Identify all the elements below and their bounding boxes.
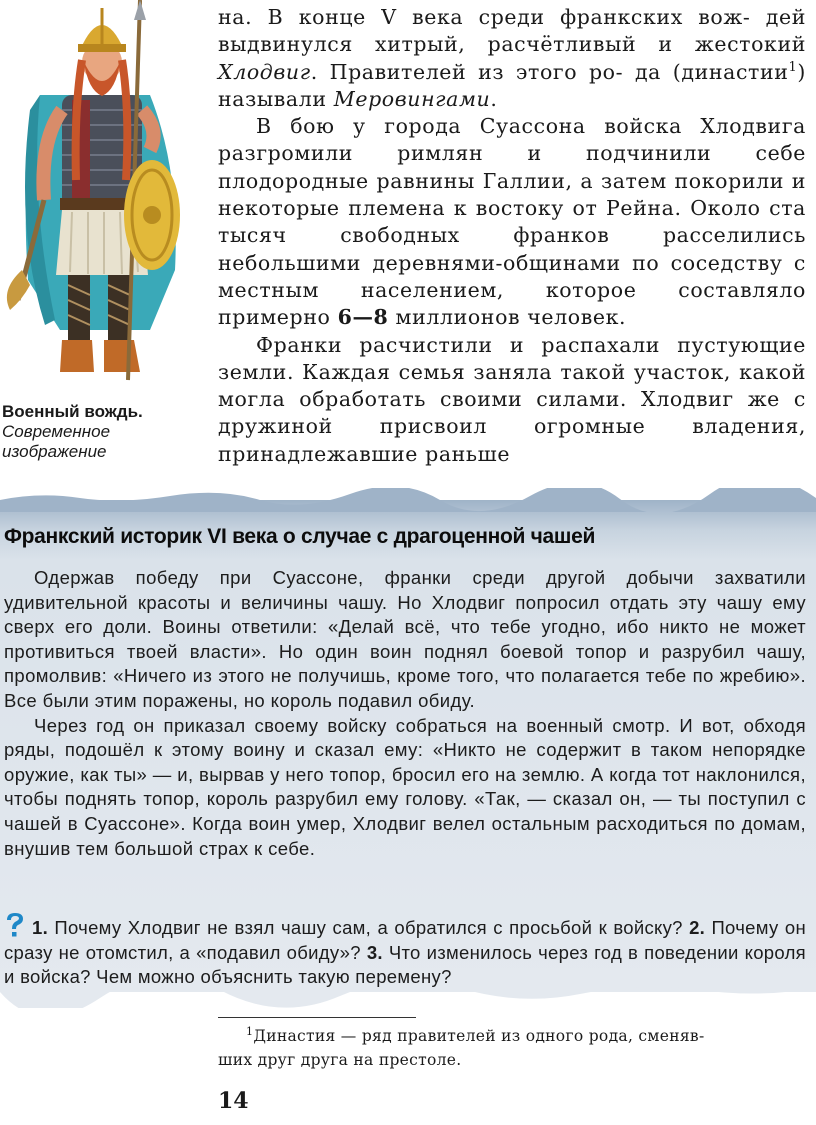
questions-block: 1. Почему Хлодвиг не взял чашу сам, а обратился с просьбой к войску? 2. Почему он сразу не отомстил, а «подавил обиду»? 3. Что изменилось через год в поведении короля и войска? Чем можно объяснить такую перемену? [4, 912, 806, 990]
term-merovingians: Меровингами [333, 86, 491, 111]
question-3: Что изменилось через год в поведении короля и войска? Чем можно объяснить такую перемену? [4, 941, 806, 988]
question-1: Почему Хлодвиг не взял чашу сам, а обратился с просьбой к войску? [54, 917, 683, 938]
source-text [4, 566, 806, 861]
main-paragraph-1: на. В конце V века среди франкских вож- дей выдвинулся хитрый, расчётливый и жестокий Хлодвиг. Правителей из этого ро- да (династии$^1$) называли Меровингами. [218, 5, 807, 111]
name-clovis: Хлодвиг [218, 59, 311, 84]
page-number: 14 [218, 1088, 249, 1114]
source-paragraph-2: Через год он приказал своему войску собраться на военный смотр. И вот, обходя ряды, подошёл к этому воину и сказал ему: «Никто не содержит в таком непорядке оружие, как ты» — и, вырвав у него топор, бросил его на землю. А когда тот наклонился, чтобы поднять топор, король разрубил ему голову. «Так, — сказал он, — ты поступил с чашей в Суассоне». Когда воин умер, Хлодвиг велел остальным расходиться по домам, внушив тем большой страх к себе. [4, 714, 806, 859]
caption-title: Военный вождь. [2, 402, 143, 421]
footnote-line-2: ших друг друга на престоле. [218, 1051, 462, 1069]
footnote: $^1$Династия — ряд правителей из одного рода, сменяв- ших друг друга на престоле. [246, 1024, 806, 1072]
source-paragraph-1: Одержав победу при Суассоне, франки среди другой добычи захватили удивительной красоты и величины чашу. Но Хлодвиг попросил отдать эту чашу ему сверх его доли. Воины ответили: «Делай всё, что тебе угодно, ибо никто не может противиться твоей власти». Но один воин поднял боевой топор и разрубил чашу, промолвив: «Ничего из этого не получишь, кроме того, что полагается тебе по жребию». Все были этим поражены, но король подавил обиду. [4, 567, 806, 711]
caption-subtitle-line2: изображение [2, 442, 107, 461]
main-paragraph-2: В бою у города Суассона войска Хлодвига разгромили римлян и подчинили себе плодородные равнины Галлии, а затем покорили и некоторые племена к востоку от Рейна. Около ста тысяч свободных франков расселились небольшими деревнями-общинами по соседству с местным населением, которое составляло примерно 6—8 миллионов человек. [218, 114, 806, 330]
caption-subtitle-line1: Современное [2, 422, 111, 441]
source-heading: Франкский историк VI века о случае с драгоценной чашей [4, 525, 596, 548]
illustration-caption [2, 402, 202, 462]
main-paragraph-3: Франки расчистили и распахали пустующие земли. Каждая семья заняла такой участок, какой могла обработать своими силами. Хлодвиг же с дружиной присвоил огромные владения, принадлежавшие раньше [218, 332, 806, 466]
footnote-divider [218, 1017, 416, 1018]
footnote-marker: 1 [788, 59, 798, 75]
question-2: Почему он сразу не отомстил, а «подавил обиду»? [4, 917, 806, 963]
main-text [218, 4, 806, 468]
warrior-chief-illustration [0, 0, 190, 390]
band-top-edge [0, 488, 816, 512]
question-mark-icon [4, 912, 26, 938]
footnote-line-1: Династия — ряд правителей из одного рода, сменяв- [253, 1027, 705, 1045]
